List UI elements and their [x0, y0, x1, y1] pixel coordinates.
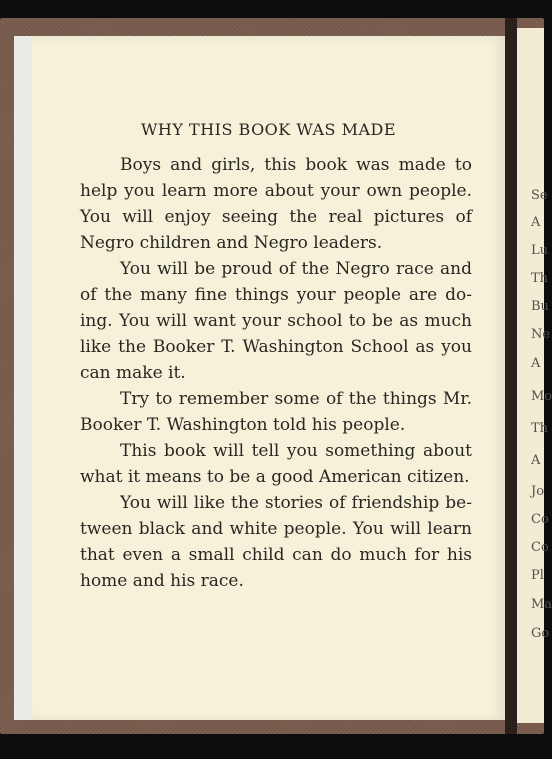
facing-page-fragment: Jo: [531, 484, 545, 499]
book-page: [32, 36, 505, 720]
paragraph: You will be proud of the Negro race and of the many fine things your people are doing. You will want your school to be as much like the Booker T. Washington School as you can make it.: [80, 259, 472, 383]
page-body: [80, 152, 472, 594]
paragraph: This book will tell you something about what it means to be a good American citizen.: [80, 441, 472, 487]
facing-page: [517, 28, 552, 723]
book-gutter: [505, 18, 517, 734]
facing-page-fragment: A: [531, 356, 541, 371]
paragraph: You will like the stories of friendship between black and white people. You will learn that even a small child can do much for his home and his race.: [80, 493, 472, 591]
facing-page-fragment: Mo: [531, 389, 552, 404]
facing-page-fragment: Co: [531, 540, 549, 555]
paragraph: Boys and girls, this book was made to help you learn more about your own people. You will enjoy seeing the real pictures of Negro children and Negro leaders.: [80, 155, 472, 253]
facing-page-fragment: Pl: [531, 568, 544, 583]
facing-page-fragment: Go: [531, 626, 550, 641]
facing-page-fragment: A: [531, 453, 541, 468]
facing-page-fragment: Se: [531, 188, 548, 203]
facing-page-fragment: Ne: [531, 327, 551, 342]
facing-page-fragment: Th: [531, 271, 549, 286]
facing-page-fragment: Lu: [531, 243, 549, 258]
facing-page-fragment: A: [531, 215, 541, 230]
facing-page-fragment: Ma: [531, 597, 552, 612]
page-title: WHY THIS BOOK WAS MADE: [140, 120, 397, 139]
facing-page-fragment: Co: [531, 512, 549, 527]
page-edge: [14, 36, 34, 720]
paragraph: Try to remember some of the things Mr. Booker T. Washington told his people.: [80, 389, 472, 435]
facing-page-fragment: Th: [531, 421, 549, 436]
facing-page-fragment: Bu: [531, 299, 549, 314]
